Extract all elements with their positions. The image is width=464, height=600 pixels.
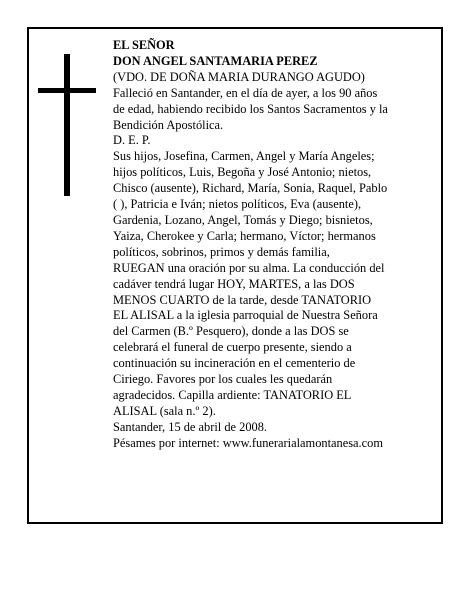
body-line: Gardenia, Lozano, Angel, Tomás y Diego; bisnietos, bbox=[113, 212, 373, 227]
body-line: hijos políticos, Luis, Begoña y José Antonio; nietos, bbox=[113, 165, 372, 180]
body-line: Pésames por internet: www.funerarialamontanesa.com bbox=[113, 435, 383, 450]
cross-vertical-bar bbox=[64, 54, 70, 196]
body-line: Ciriego. Favores por los cuales les quedarán bbox=[113, 372, 333, 387]
cross-horizontal-bar bbox=[38, 88, 96, 93]
body-line: Bendición Apostólica. bbox=[113, 117, 224, 132]
obituary-text bbox=[113, 38, 431, 452]
body-line: Sus hijos, Josefina, Carmen, Angel y María Angeles; bbox=[113, 149, 375, 164]
body-line: continuación su incineración en el cementerio de bbox=[113, 356, 356, 371]
body-line: Falleció en Santander, en el día de ayer, a los 90 años bbox=[113, 85, 378, 100]
body-line: ALISAL (sala n.º 2). bbox=[113, 403, 216, 418]
body-line: políticos, sobrinos, primos y demás familia, bbox=[113, 244, 330, 259]
body-line: D. E. P. bbox=[113, 133, 151, 148]
body-line: MENOS CUARTO de la tarde, desde TANATORIO bbox=[113, 292, 372, 307]
body-line: Santander, 15 de abril de 2008. bbox=[113, 419, 267, 434]
body-line: cadáver tendrá lugar HOY, MARTES, a las DOS bbox=[113, 276, 355, 291]
body-line: celebrará el funeral de cuerpo presente, siendo a bbox=[113, 340, 352, 355]
body-line: Yaiza, Cherokee y Carla; hermano, Víctor; hermanos bbox=[113, 228, 376, 243]
heading-line: EL SEÑOR bbox=[113, 38, 175, 52]
body-line: del Carmen (B.º Pesquero), donde a las DOS se bbox=[113, 324, 349, 339]
body-line: de edad, habiendo recibido los Santos Sacramentos y la bbox=[113, 101, 388, 116]
body-line: RUEGAN una oración por su alma. La conducción del bbox=[113, 260, 385, 275]
body-line: Chisco (ausente), Richard, María, Sonia, Raquel, Pablo bbox=[113, 181, 388, 196]
deceased-name: DON ANGEL SANTAMARIA PEREZ bbox=[113, 53, 318, 68]
body-line: EL ALISAL a la iglesia parroquial de Nuestra Señora bbox=[113, 308, 378, 323]
body-line: (VDO. DE DOÑA MARIA DURANGO AGUDO) bbox=[113, 69, 365, 84]
body-line: agradecidos. Capilla ardiente: TANATORIO EL bbox=[113, 387, 352, 402]
body-line: ( ), Patricia e Iván; nietos políticos, Eva (ausente), bbox=[113, 197, 362, 212]
